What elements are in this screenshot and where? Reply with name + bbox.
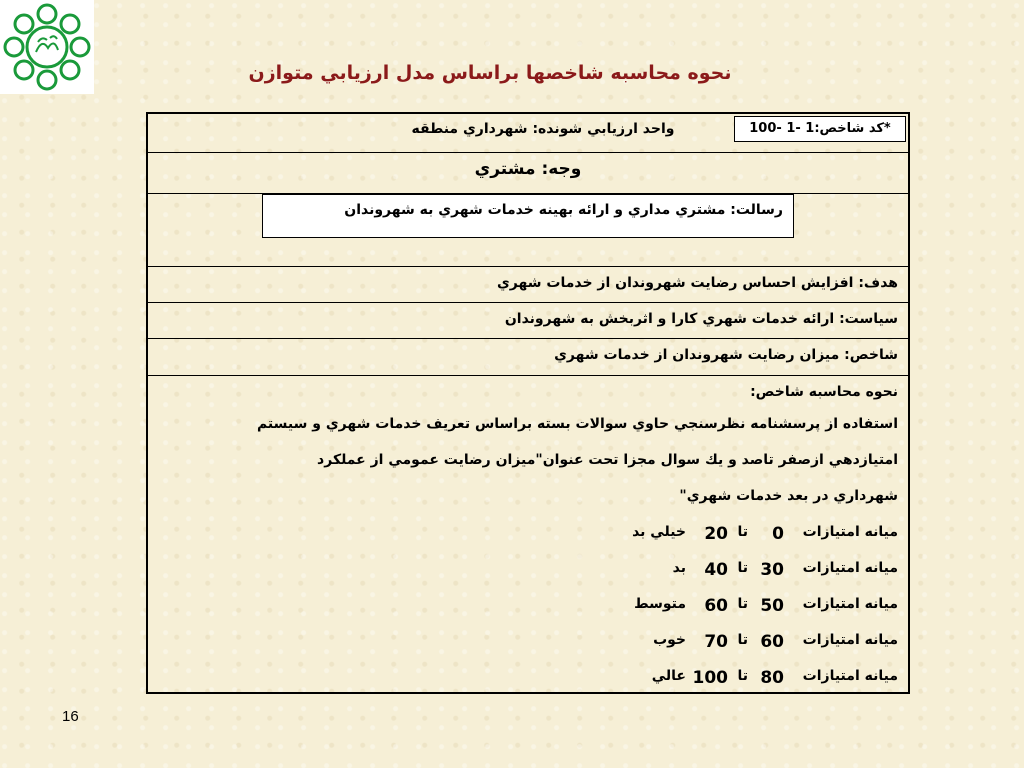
evaluated-unit: واحد ارزيابي شونده: شهرداري منطقه — [411, 121, 675, 137]
scale-desc: خيلي بد — [632, 524, 686, 540]
scale-desc: بد — [672, 560, 686, 576]
facet-row — [148, 153, 908, 194]
policy-text: سياست: ارائه خدمات شهري كارا و اثربخش به شهروندان — [504, 311, 898, 327]
scale-from: 30 — [760, 560, 784, 580]
scale-to: 70 — [704, 632, 728, 652]
scale-from: 50 — [760, 596, 784, 616]
scale-ta: تا — [737, 596, 748, 612]
scale-label: ميانه امتيازات — [802, 560, 898, 576]
mission-box: رسالت: مشتري مداري و ارائه بهينه خدمات شهري به شهروندان — [262, 194, 794, 238]
scale-row — [598, 524, 898, 546]
policy-row — [148, 303, 908, 339]
page-number: 16 — [62, 708, 79, 725]
scale-from: 80 — [760, 668, 784, 688]
scale-row — [598, 596, 898, 618]
scale-to: 100 — [692, 668, 728, 688]
scale-to: 60 — [704, 596, 728, 616]
calc-line-2: امتيازدهي ازصفر تاصد و يك سوال مجزا تحت عنوان"ميزان رضايت عمومي از عملكرد — [317, 452, 898, 468]
scale-ta: تا — [737, 524, 748, 540]
scale-row — [598, 560, 898, 582]
scale-ta: تا — [737, 560, 748, 576]
logo-emblem-icon — [0, 0, 94, 94]
scale-to: 20 — [704, 524, 728, 544]
mission-row — [148, 194, 908, 267]
facet-label: وجه: مشتري — [474, 159, 582, 179]
calc-heading: نحوه محاسبه شاخص: — [750, 384, 898, 400]
scale-desc: عالي — [651, 668, 686, 684]
scale-row — [598, 632, 898, 654]
scale-desc: متوسط — [634, 596, 686, 612]
scale-ta: تا — [737, 668, 748, 684]
tehran-municipality-logo — [0, 0, 94, 94]
header-row — [148, 114, 908, 153]
indicator-row — [148, 339, 908, 376]
scale-label: ميانه امتيازات — [802, 668, 898, 684]
scale-label: ميانه امتيازات — [802, 596, 898, 612]
scale-label: ميانه امتيازات — [802, 632, 898, 648]
calc-line-1: استفاده از پرسشنامه نظرسنجي حاوي سوالات بسته براساس تعريف خدمات شهري و سيستم — [256, 416, 898, 432]
scale-from: 0 — [772, 524, 784, 544]
slide-title: نحوه محاسبه شاخصها براساس مدل ارزيابي متوازن — [248, 62, 732, 84]
goal-row — [148, 267, 908, 303]
goal-text: هدف: افزايش احساس رضايت شهروندان از خدمات شهري — [496, 275, 898, 291]
scale-from: 60 — [760, 632, 784, 652]
indicator-table — [146, 112, 910, 694]
calculation-row — [148, 376, 908, 694]
scale-to: 40 — [704, 560, 728, 580]
scale-label: ميانه امتيازات — [802, 524, 898, 540]
indicator-code-box: *كد شاخص:1 -1 -100 — [734, 116, 906, 142]
indicator-text: شاخص: ميزان رضايت شهروندان از خدمات شهري — [554, 347, 898, 363]
scale-row — [598, 668, 898, 690]
calc-line-3: شهرداري در بعد خدمات شهري" — [679, 488, 898, 504]
scale-ta: تا — [737, 632, 748, 648]
scale-desc: خوب — [653, 632, 686, 648]
